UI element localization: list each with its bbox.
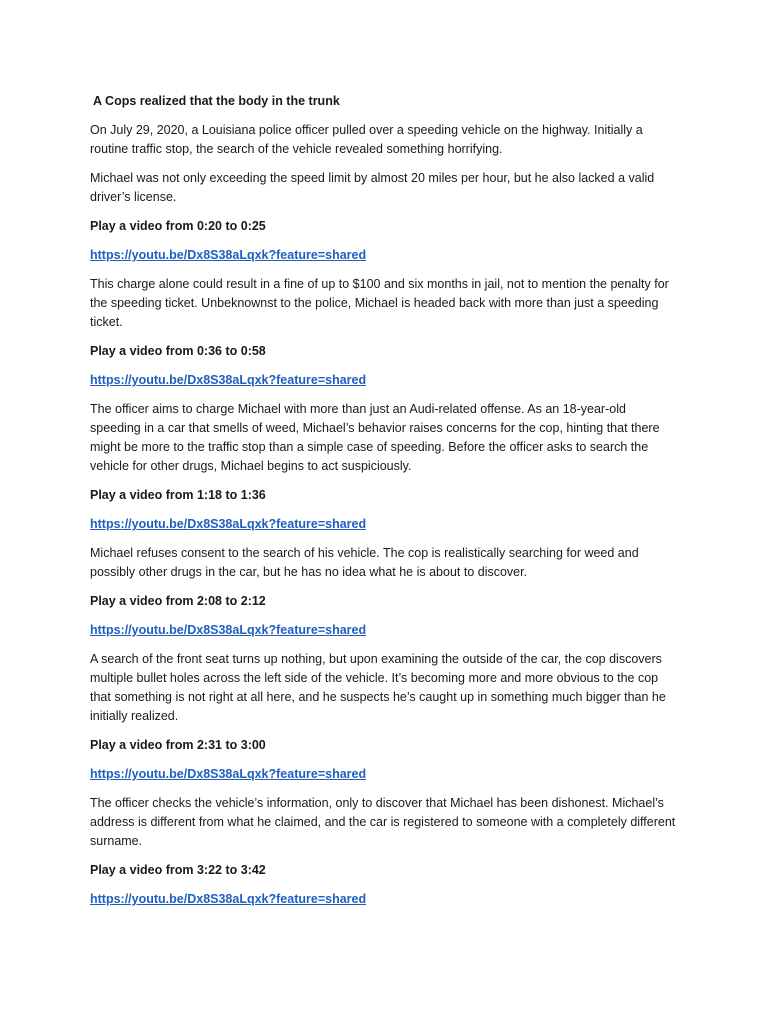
body-paragraph: A search of the front seat turns up nothing, but upon examining the outside of the car, the cop discovers multiple bullet holes across the left side of the vehicle. It’s becoming more and more obvious to the cop that something is not right at all here, and he suspects he’s caught up in something much bigger than he initially realized. <box>90 652 666 723</box>
document-title: A Cops realized that the body in the trunk <box>93 94 340 108</box>
body-paragraph: Michael was not only exceeding the speed limit by almost 20 miles per hour, but he also lacked a valid driver’s license. <box>90 171 655 204</box>
document-page <box>90 92 680 919</box>
video-link[interactable]: https://youtu.be/Dx8S38aLqxk?feature=shared <box>90 517 367 531</box>
video-link[interactable]: https://youtu.be/Dx8S38aLqxk?feature=shared <box>90 892 367 906</box>
body-paragraph: The officer checks the vehicle’s information, only to discover that Michael has been dishonest. Michael’s address is different from what he claimed, and the car is registered to someone with a completely different surname. <box>90 796 676 848</box>
body-paragraph: The officer aims to charge Michael with more than just an Audi-related offense. As an 18-year-old speeding in a car that smells of weed, Michael’s behavior raises concerns for the cop, hinting that there might be more to the traffic stop than a simple case of speeding. Before the officer asks to search the vehicle for other drugs, Michael begins to act suspiciously. <box>90 402 660 473</box>
body-paragraph: Michael refuses consent to the search of his vehicle. The cop is realistically searching for weed and possibly other drugs in the car, but he has no idea what he is about to discover. <box>90 546 639 579</box>
video-timestamp-label: Play a video from 0:36 to 0:58 <box>90 344 266 358</box>
video-link[interactable]: https://youtu.be/Dx8S38aLqxk?feature=shared <box>90 623 367 637</box>
video-timestamp-label: Play a video from 0:20 to 0:25 <box>90 219 266 233</box>
video-link[interactable]: https://youtu.be/Dx8S38aLqxk?feature=shared <box>90 248 367 262</box>
video-timestamp-label: Play a video from 2:31 to 3:00 <box>90 738 266 752</box>
video-link[interactable]: https://youtu.be/Dx8S38aLqxk?feature=shared <box>90 767 367 781</box>
video-link[interactable]: https://youtu.be/Dx8S38aLqxk?feature=shared <box>90 373 367 387</box>
video-timestamp-label: Play a video from 2:08 to 2:12 <box>90 594 266 608</box>
document-body <box>90 121 680 909</box>
body-paragraph: On July 29, 2020, a Louisiana police officer pulled over a speeding vehicle on the highway. Initially a routine traffic stop, the search of the vehicle revealed something horrifying. <box>90 123 643 156</box>
body-paragraph: This charge alone could result in a fine of up to $100 and six months in jail, not to mention the penalty for the speeding ticket. Unbeknownst to the police, Michael is headed back with more than just a speeding ticket. <box>90 277 669 329</box>
video-timestamp-label: Play a video from 3:22 to 3:42 <box>90 863 266 877</box>
video-timestamp-label: Play a video from 1:18 to 1:36 <box>90 488 266 502</box>
